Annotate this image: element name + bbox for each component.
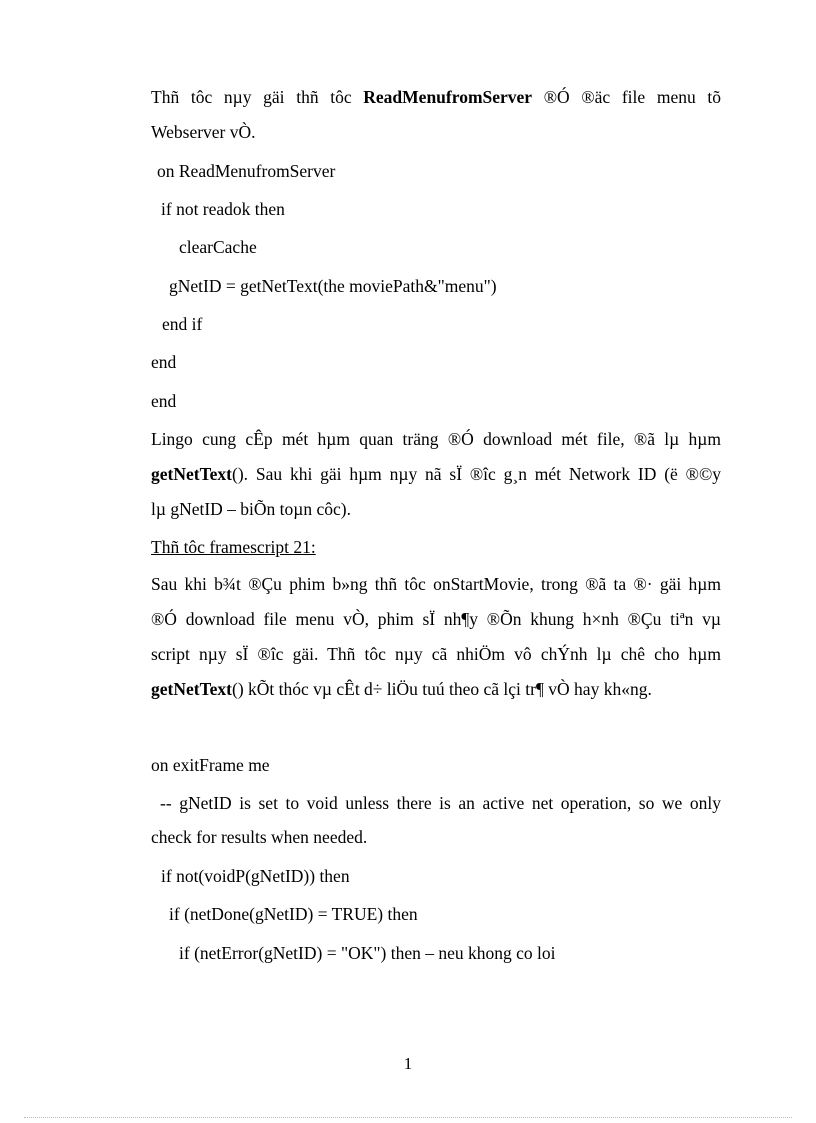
paragraph-line: Webserver vÒ. — [151, 122, 256, 142]
bold-function-name: getNetText — [151, 464, 232, 484]
page-number: 1 — [403, 1054, 413, 1073]
code-comment-line: -- gNetID is set to void unless there is an active net operation, so we only — [160, 793, 721, 813]
paragraph-line: Sau khi b¾t ®Çu phim b»ng thñ tôc onStartMovie, trong ®ã ta ®· gäi hµm — [151, 574, 721, 594]
paragraph-line — [151, 464, 721, 484]
code-comment-line: check for results when needed. — [151, 827, 368, 847]
code-line: clearCache — [179, 237, 257, 257]
paragraph-line: lµ gNetID – biÕn toµn côc). — [151, 499, 351, 519]
bold-function-name: ReadMenufromServer — [363, 87, 533, 107]
code-line: if not readok then — [161, 199, 285, 219]
code-line: on ReadMenufromServer — [157, 161, 336, 181]
code-line: on exitFrame me — [151, 755, 270, 775]
section-heading: Thñ tôc framescript 21: — [151, 537, 316, 557]
paragraph-line: script nµy sÏ ®îc gäi. Thñ tôc nµy cã nhiÖm vô chÝnh lµ chê cho hµm — [151, 644, 721, 664]
code-line: gNetID = getNetText(the moviePath&"menu") — [169, 276, 497, 296]
page-bottom-border — [24, 1117, 792, 1118]
code-line: if (netDone(gNetID) = TRUE) then — [169, 904, 418, 924]
text-run: Thñ tôc nµy gäi thñ tôc — [151, 87, 364, 107]
paragraph-line: Lingo cung cÊp mét hµm quan träng ®Ó download mét file, ®ã lµ hµm — [151, 429, 721, 449]
code-line: if not(voidP(gNetID)) then — [161, 866, 350, 886]
paragraph-line — [151, 679, 721, 699]
text-run: () kÕt thóc vµ cÊt d÷ liÖu tuú theo cã lçi tr¶ vÒ hay kh«ng. — [232, 679, 652, 699]
code-line: end — [151, 391, 177, 411]
text-run: (). Sau khi gäi hµm nµy nã sÏ ®îc g¸n mét Network ID (ë ®©y — [232, 464, 721, 484]
paragraph-line: ®Ó download file menu vÒ, phim sÏ nh¶y ®Õn khung h×nh ®Çu tiªn vµ — [151, 609, 721, 629]
text-run: ®Ó ®äc file menu tõ — [532, 87, 721, 107]
bold-function-name: getNetText — [151, 679, 232, 699]
code-line: end — [151, 352, 177, 372]
code-line: if (netError(gNetID) = "OK") then – neu khong co loi — [179, 943, 556, 963]
code-line: end if — [162, 314, 203, 334]
paragraph-line — [151, 87, 721, 107]
